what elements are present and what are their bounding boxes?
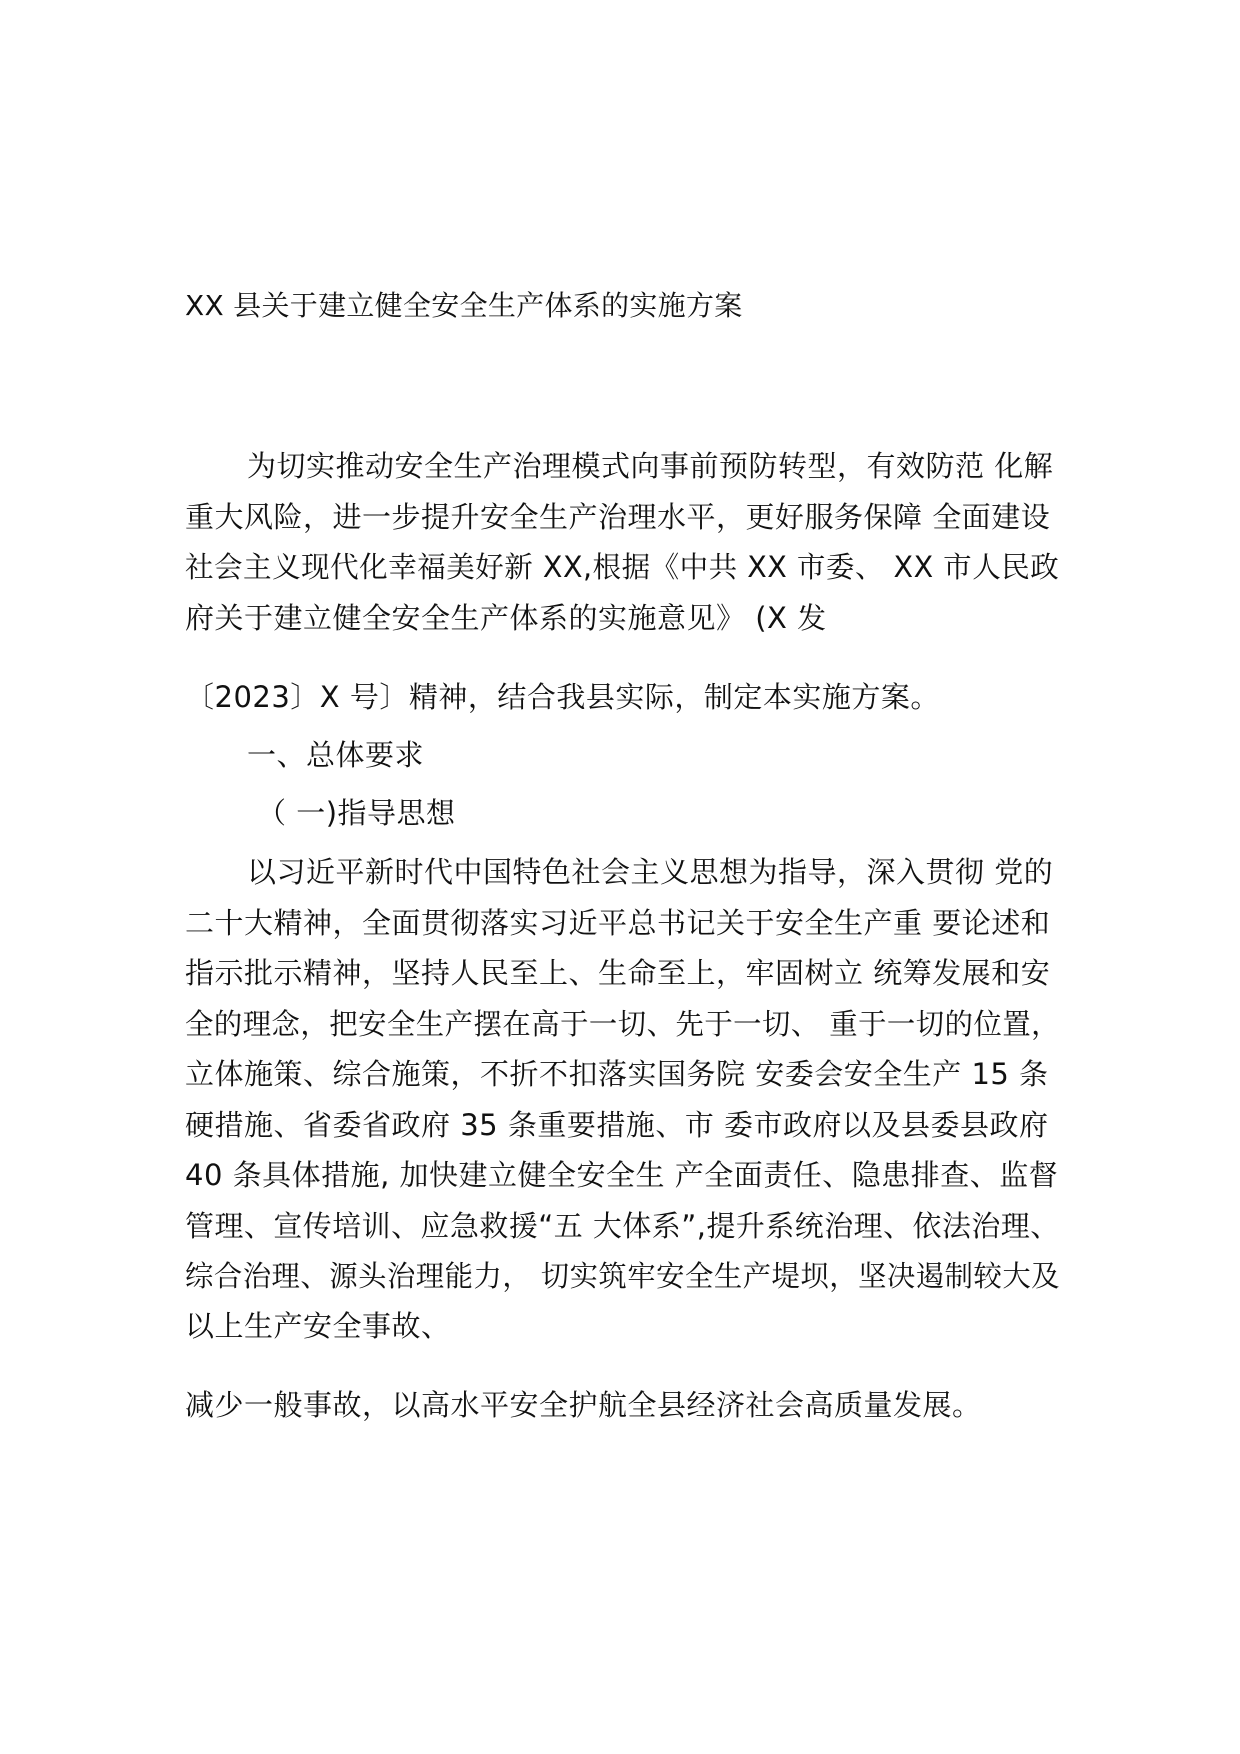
body-line: 二十大精神，全面贯彻落实习近平总书记关于安全生产重 要论述和 [185,906,1051,940]
body-line: 指示批示精神，坚持人民至上、生命至上，牢固树立 统筹发展和安 [185,956,1051,990]
section-heading: 一、总体要求 [247,738,425,772]
subsection-heading: （ 一)指导思想 [257,796,456,830]
body-line: 全的理念，把安全生产摆在高于一切、先于一切、 重于一切的位置， [185,1007,1061,1041]
intro-line: 重大风险，进一步提升安全生产治理水平，更好服务保障 全面建设 [185,500,1051,534]
body-line: 综合治理、源头治理能力， 切实筑牢安全生产堤坝，坚决遏制较大及 [185,1259,1061,1293]
document-title: XX 县关于建立健全安全生产体系的实施方案 [185,289,743,322]
intro-line: 〔2023〕X 号〕精神，结合我县实际，制定本实施方案。 [185,680,940,714]
body-line: 以上生产安全事故、 [185,1309,451,1343]
body-line: 以习近平新时代中国特色社会主义思想为指导，深入贯彻 党的 [247,855,1054,889]
body-line: 硬措施、省委省政府 35 条重要措施、市 委市政府以及县委县政府 [185,1108,1049,1142]
body-line: 管理、宣传培训、应急救援“五 大体系”,提升系统治理、依法治理、 [185,1209,1060,1243]
intro-line: 府关于建立健全安全生产体系的实施意见》 (X 发 [185,601,827,635]
body-line: 40 条具体措施, 加快建立健全安全生 产全面责任、隐患排查、监督 [185,1158,1059,1192]
body-line: 减少一般事故，以高水平安全护航全县经济社会高质量发展。 [185,1388,982,1422]
intro-line: 社会主义现代化幸福美好新 XX,根据《中共 XX 市委、 XX 市人民政 [185,550,1060,584]
intro-line: 为切实推动安全生产治理模式向事前预防转型，有效防范 化解 [247,449,1054,483]
body-line: 立体施策、综合施策，不折不扣落实国务院 安委会安全生产 15 条 [185,1057,1049,1091]
